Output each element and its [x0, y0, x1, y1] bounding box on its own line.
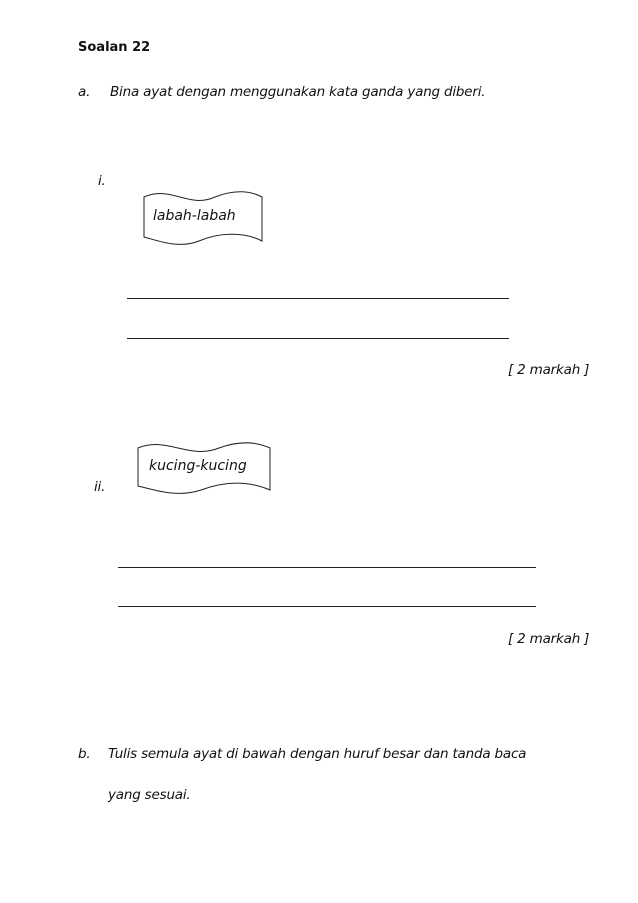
item-ii-marks: [ 2 markah ] [508, 631, 590, 647]
item-ii-answer-line-2[interactable] [118, 606, 536, 607]
item-i-answer-line-1[interactable] [127, 298, 509, 299]
question-title: Soalan 22 [78, 40, 151, 55]
item-i-word: labah-labah [153, 208, 236, 224]
part-b-instruction-line-2: yang sesuai. [108, 787, 191, 803]
item-i-numeral: i. [98, 173, 106, 189]
item-i-marks: [ 2 markah ] [508, 362, 590, 378]
part-b-letter: b. [78, 746, 91, 762]
part-b-instruction-line-1: Tulis semula ayat di bawah dengan huruf besar dan tanda baca [108, 746, 527, 762]
part-a-letter: a. [78, 84, 91, 100]
part-a-instruction: Bina ayat dengan menggunakan kata ganda yang diberi. [110, 84, 486, 100]
item-ii-numeral: ii. [94, 479, 106, 495]
item-ii-word: kucing-kucing [149, 458, 247, 474]
item-i-answer-line-2[interactable] [127, 338, 509, 339]
item-ii-answer-line-1[interactable] [118, 567, 536, 568]
